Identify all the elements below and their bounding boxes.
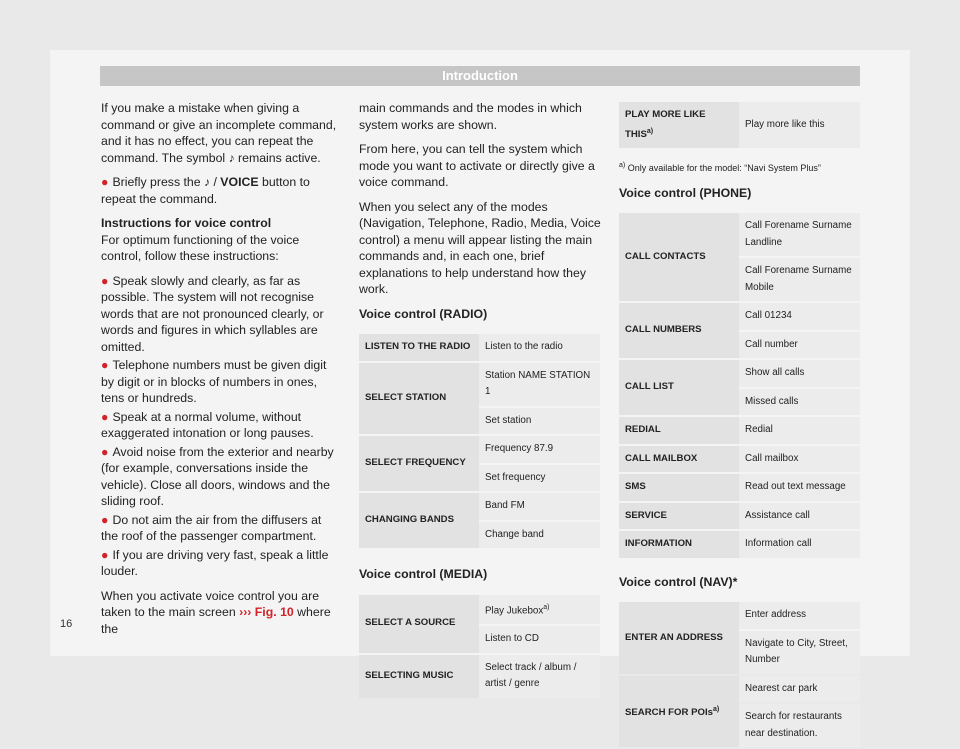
command-value: Call Forename Surname Mobile bbox=[739, 258, 860, 301]
table-row bbox=[359, 655, 600, 698]
nav-table bbox=[619, 600, 860, 749]
command-value: Search for restaurants near destination. bbox=[739, 704, 860, 747]
instruction-bullet bbox=[101, 357, 341, 407]
command-key: SELECT STATION bbox=[359, 363, 479, 435]
footnote-marker: a) bbox=[543, 603, 550, 611]
instruction-text: Telephone numbers must be given digit by digit or in blocks of numbers in ones, tens or hundreds. bbox=[101, 358, 327, 405]
command-key bbox=[619, 676, 739, 748]
voice-button-label: VOICE bbox=[220, 175, 259, 189]
instruction-text: Speak slowly and clearly, as far as possible. The system will not recognise words that are not pronounced clearly, or words and figures in which syllables are omitted. bbox=[101, 273, 324, 354]
column-2 bbox=[359, 100, 601, 700]
instruction-text: If you are driving very fast, speak a little louder. bbox=[101, 547, 329, 578]
voice-control-icon: ♪ bbox=[228, 150, 235, 165]
phone-table bbox=[619, 211, 860, 560]
table-row bbox=[619, 676, 860, 703]
table-row bbox=[619, 102, 860, 148]
command-value: Listen to the radio bbox=[479, 334, 600, 361]
instruction-bullet bbox=[101, 409, 341, 442]
main-screen-text: When you activate voice control you are taken to the main screen bbox=[101, 588, 320, 619]
command-value: Play more like this bbox=[739, 102, 860, 148]
table-row bbox=[359, 363, 600, 406]
instruction-text: Speak at a normal volume, without exaggerated intonation or long pauses. bbox=[101, 409, 314, 440]
table-row bbox=[359, 493, 600, 520]
command-key: SELECT FREQUENCY bbox=[359, 436, 479, 491]
footnote-text: Only available for the model: “Navi System Plus” bbox=[627, 163, 821, 174]
page-header: Introduction bbox=[100, 66, 860, 86]
command-key: CALL LIST bbox=[619, 360, 739, 415]
repeat-text-end: button to repeat the command. bbox=[101, 175, 310, 206]
command-value: Show all calls bbox=[739, 360, 860, 387]
table-row bbox=[359, 436, 600, 463]
phone-heading: Voice control (PHONE) bbox=[619, 185, 752, 200]
table-row bbox=[619, 602, 860, 629]
instruction-bullet bbox=[101, 547, 341, 580]
footnote-marker: a) bbox=[712, 705, 720, 713]
command-key: REDIAL bbox=[619, 417, 739, 444]
column-1 bbox=[101, 100, 341, 645]
command-key: ENTER AN ADDRESS bbox=[619, 602, 739, 674]
table-row bbox=[619, 417, 860, 444]
mistake-paragraph bbox=[101, 100, 341, 166]
instruction-text: Do not aim the air from the diffusers at the roof of the passenger compartment. bbox=[101, 512, 322, 543]
instructions-heading: Instructions for voice control bbox=[101, 216, 272, 230]
bullet-dot: ● bbox=[101, 409, 109, 424]
command-value: Station NAME STATION 1 bbox=[479, 363, 600, 406]
command-value: Band FM bbox=[479, 493, 600, 520]
instruction-bullet bbox=[101, 273, 341, 356]
command-key: CALL NUMBERS bbox=[619, 303, 739, 358]
table-row bbox=[619, 360, 860, 387]
command-key: SERVICE bbox=[619, 503, 739, 530]
table-row bbox=[619, 303, 860, 330]
instruction-bullet bbox=[101, 512, 341, 545]
radio-heading: Voice control (RADIO) bbox=[359, 306, 488, 321]
command-key bbox=[619, 102, 739, 148]
command-value: Call mailbox bbox=[739, 446, 860, 473]
command-value: Listen to CD bbox=[479, 626, 600, 653]
command-key: CALL MAILBOX bbox=[619, 446, 739, 473]
instructions-intro: For optimum functioning of the voice control, follow these instructions: bbox=[101, 232, 300, 263]
select-mode-paragraph: When you select any of the modes (Navigation, Telephone, Radio, Media, Voice control) a menu will appear listing the main commands and, in each one, brief explanations to help understand how they work. bbox=[359, 199, 601, 296]
command-value: Assistance call bbox=[739, 503, 860, 530]
command-value: Change band bbox=[479, 522, 600, 549]
figure-link[interactable]: ››› Fig. 10 bbox=[239, 605, 294, 619]
instruction-text: Avoid noise from the exterior and nearby (for example, conversations inside the vehicle). Close all doors, windows and the sliding roof. bbox=[101, 444, 334, 508]
command-key: INFORMATION bbox=[619, 531, 739, 558]
voice-control-icon: ♪ bbox=[204, 175, 211, 189]
command-key: SELECT A SOURCE bbox=[359, 595, 479, 653]
slash: / bbox=[213, 175, 217, 189]
footnote-marker: a) bbox=[646, 127, 654, 135]
main-screen-paragraph bbox=[101, 588, 341, 638]
command-key: CALL CONTACTS bbox=[619, 213, 739, 301]
mistake-text-end: remains active. bbox=[238, 150, 321, 165]
media-heading: Voice control (MEDIA) bbox=[359, 567, 488, 581]
command-value: Missed calls bbox=[739, 389, 860, 416]
command-value: Set station bbox=[479, 408, 600, 435]
command-key: LISTEN TO THE RADIO bbox=[359, 334, 479, 361]
command-value: Information call bbox=[739, 531, 860, 558]
bullet-dot: ● bbox=[101, 175, 109, 189]
table-row bbox=[619, 446, 860, 473]
command-value: Select track / album / artist / genre bbox=[479, 655, 600, 698]
command-value-text: Play Jukebox bbox=[485, 604, 544, 616]
column-3 bbox=[619, 100, 860, 749]
bullet-dot: ● bbox=[101, 444, 109, 459]
repeat-bullet bbox=[101, 174, 341, 207]
nav-heading: Voice control (NAV)* bbox=[619, 574, 738, 589]
command-value: Call number bbox=[739, 332, 860, 359]
tell-system-paragraph: From here, you can tell the system which mode you want to activate or directly give a voice command. bbox=[359, 142, 595, 189]
instruction-bullet bbox=[101, 444, 341, 510]
footnote-marker: a) bbox=[619, 162, 626, 170]
bullet-dot: ● bbox=[101, 358, 109, 372]
radio-table bbox=[359, 332, 600, 550]
command-key: SELECTING MUSIC bbox=[359, 655, 479, 698]
bullet-dot: ● bbox=[101, 547, 109, 562]
page-number: 16 bbox=[60, 618, 73, 630]
table-row bbox=[359, 595, 600, 625]
command-key: CHANGING BANDS bbox=[359, 493, 479, 548]
command-value: Enter address bbox=[739, 602, 860, 629]
command-value: Frequency 87.9 bbox=[479, 436, 600, 463]
command-value: Call 01234 bbox=[739, 303, 860, 330]
bullet-dot: ● bbox=[101, 512, 109, 527]
command-key: SMS bbox=[619, 474, 739, 501]
mistake-text: If you make a mistake when giving a command or give an incomplete command, and it has no effect, you can repeat the command. The symbol bbox=[101, 101, 337, 165]
main-screen-text-end: where the bbox=[101, 605, 331, 636]
footnote bbox=[619, 158, 860, 177]
media-table-continued bbox=[619, 100, 860, 150]
table-row bbox=[619, 503, 860, 530]
command-value: Redial bbox=[739, 417, 860, 444]
table-row bbox=[359, 334, 600, 361]
command-key-text: SEARCH FOR POIs bbox=[625, 706, 713, 718]
modes-paragraph: main commands and the modes in which system works are shown. bbox=[359, 101, 582, 132]
command-value: Call Forename Surname Landline bbox=[739, 213, 860, 256]
command-value: Nearest car park bbox=[739, 676, 860, 703]
table-row bbox=[619, 531, 860, 558]
command-key-text: PLAY MORE LIKE THIS bbox=[625, 109, 706, 140]
command-value: Navigate to City, Street, Number bbox=[739, 631, 860, 674]
repeat-text: Briefly press the bbox=[112, 175, 201, 189]
table-row bbox=[619, 474, 860, 501]
command-value: Set frequency bbox=[479, 465, 600, 492]
media-table bbox=[359, 593, 600, 700]
table-row bbox=[619, 213, 860, 256]
command-value bbox=[479, 595, 600, 625]
bullet-dot: ● bbox=[101, 273, 109, 288]
command-value: Read out text message bbox=[739, 474, 860, 501]
